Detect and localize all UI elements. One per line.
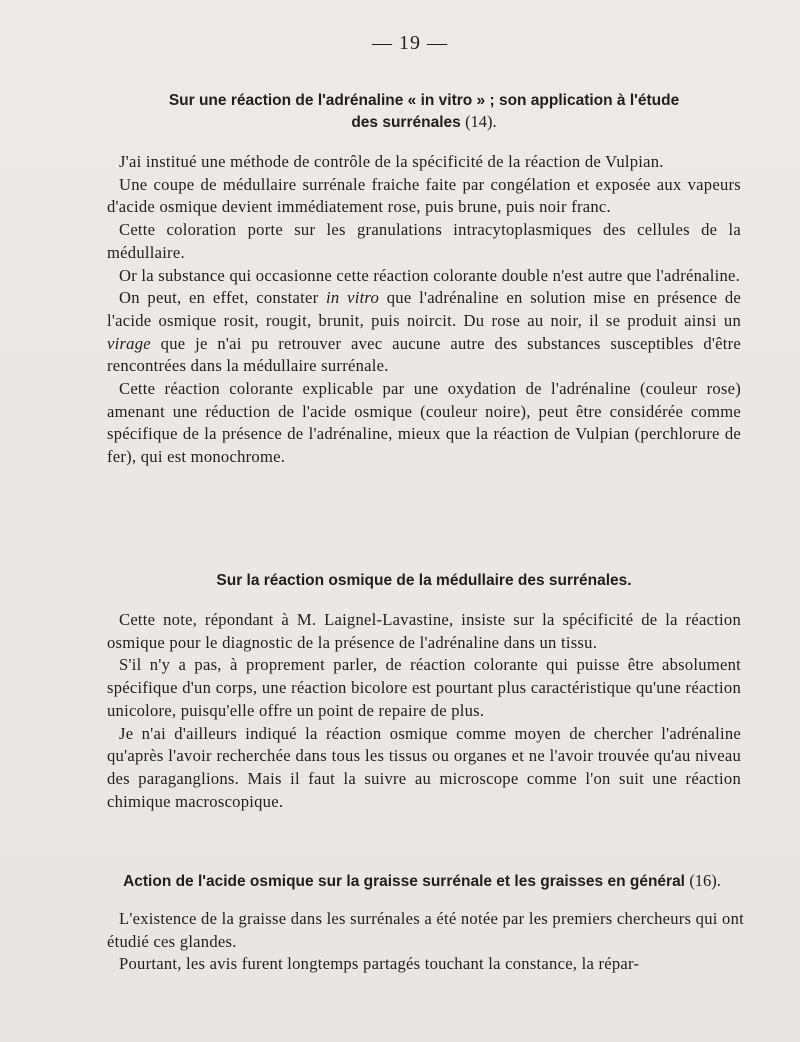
paragraph: Cette note, répondant à M. Laignel-Lavastine, insiste sur la spécificité de la réaction osmique pour le diagnostic de la présence de l'adrénaline dans un tissu. bbox=[107, 610, 741, 652]
paragraph-text: que l'adrénaline en solution mise en présence de l'acide osmique rosit, rougit, brunit, puis noircit. Du rose au noir, il se produit ainsi un bbox=[107, 288, 742, 330]
italic-term: in vitro bbox=[326, 288, 380, 308]
section-adrenaline-in-vitro bbox=[107, 90, 741, 469]
paragraph: Je n'ai d'ailleurs indiqué la réaction osmique comme moyen de chercher l'adrénaline qu'après l'avoir recherchée dans tous les tissus ou organes et ne l'avoir trouvée qu'au niveau des paraganglions. Mais il faut la suivre au microscope comme l'on suit une réaction chimique macroscopique. bbox=[107, 723, 741, 811]
paragraph: Une coupe de médullaire surrénale fraiche faite par congélation et exposée aux vapeurs d'acide osmique devient immédiatement rose, puis brune, puis noir franc. bbox=[107, 174, 741, 217]
section-title bbox=[107, 90, 741, 133]
section-title-line2: des surrénales bbox=[351, 114, 461, 131]
section-reference: (16). bbox=[689, 871, 721, 890]
paragraph: Cette réaction colorante explicable par une oxydation de l'adrénaline (couleur rose) amenant une réduction de l'acide osmique (couleur noire), peut être considérée comme spécifique de la présence de l'adrénaline, mieux que la réaction de Vulpian (perchlorure de fer), qui est monochrome. bbox=[107, 379, 741, 467]
section-title-line1: Sur une réaction de l'adrénaline « in vitro » ; son application à l'étude bbox=[168, 92, 680, 109]
paragraph: J'ai institué une méthode de contrôle de la spécificité de la réaction de Vulpian. bbox=[119, 152, 664, 171]
page-number: — 19 — bbox=[372, 32, 448, 54]
section-osmic-reaction bbox=[107, 570, 741, 813]
section-title: Sur la réaction osmique de la médullaire des surrénales. bbox=[216, 572, 632, 589]
paragraph: Or la substance qui occasionne cette réaction colorante double n'est autre que l'adrénaline. bbox=[119, 265, 741, 285]
paragraph-text: On peut, en effet, constater bbox=[119, 288, 319, 308]
italic-term: virage bbox=[107, 333, 151, 353]
paragraph: S'il n'y a pas, à proprement parler, de réaction colorante qui puisse être absolument spécifique d'un corps, une réaction bicolore est pourtant plus caractéristique qu'une réaction unicolore, puisqu'elle offre un point de repaire de plus. bbox=[107, 655, 741, 720]
paragraph: Pourtant, les avis furent longtemps partagés touchant la constance, la répar- bbox=[119, 954, 640, 974]
paragraph-text: que je n'ai pu retrouver avec aucune autre des substances susceptibles d'être rencontrées dans la médullaire surrénale. bbox=[107, 333, 741, 376]
section-reference: (14). bbox=[465, 112, 497, 131]
paragraph: Cette coloration porte sur les granulations intracytoplasmiques des cellules de la médullaire. bbox=[107, 220, 741, 262]
section-osmic-acid-fat bbox=[100, 870, 744, 976]
paragraph: L'existence de la graisse dans les surrénales a été notée par les premiers chercheurs qui ont étudié ces glandes. bbox=[107, 909, 744, 951]
section-title-text: Action de l'acide osmique sur la graisse surrénale et les graisses en général bbox=[123, 873, 685, 890]
paragraph bbox=[107, 287, 741, 378]
section-title bbox=[100, 870, 744, 892]
